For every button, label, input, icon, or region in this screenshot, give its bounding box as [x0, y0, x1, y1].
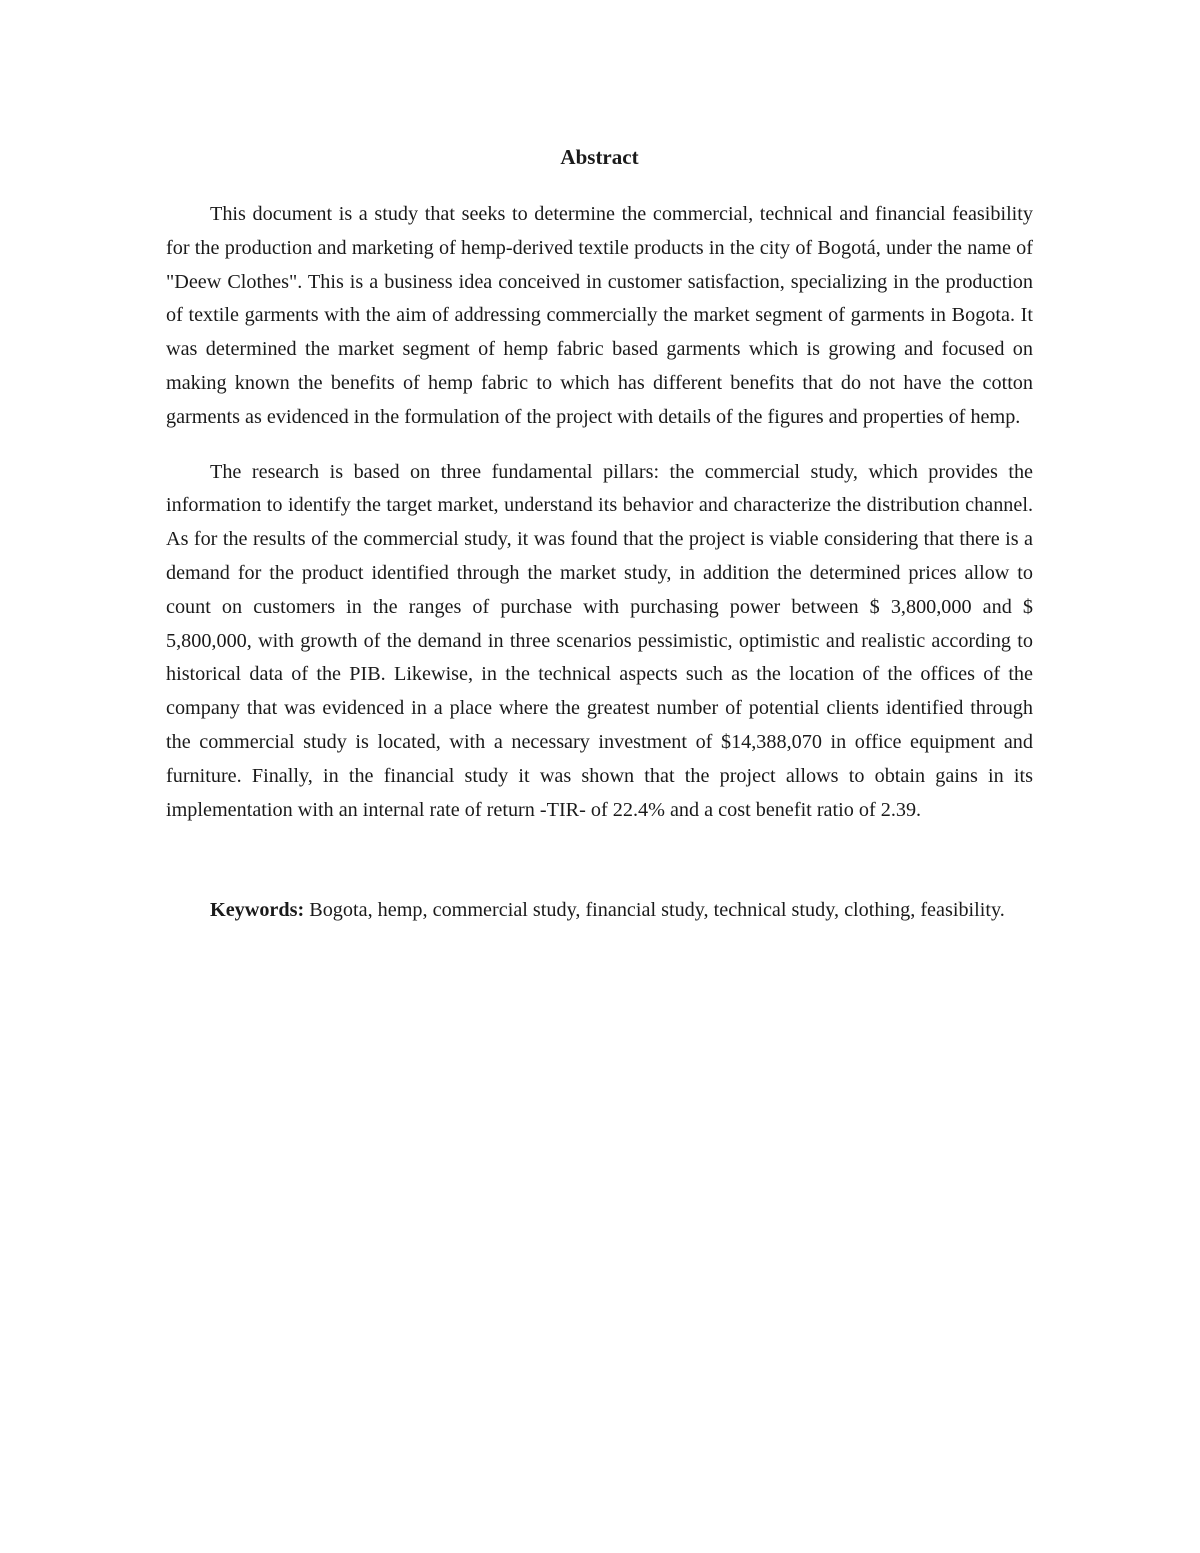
keywords-paragraph [166, 894, 1033, 928]
keywords-label: Keywords: [210, 899, 305, 922]
abstract-paragraph-2: The research is based on three fundamental pillars: the commercial study, which provides the information to identify the target market, understand its behavior and characterize the distribution channel. As for the results of the commercial study, it was found that the project is viable considering that there is a demand for the product identified through the market study, in addition the determined prices allow to count on customers in the ranges of purchase with purchasing power between $ 3,800,000 and $ 5,800,000, with growth of the demand in three scenarios pessimistic, optimistic and realistic according to historical data of the PIB. Likewise, in the technical aspects such as the location of the offices of the company that was evidenced in a place where the greatest number of potential clients identified through the commercial study is located, with a necessary investment of $14,388,070 in office equipment and furniture. Finally, in the financial study it was shown that the project allows to obtain gains in its implementation with an internal rate of return -TIR- of 22.4% and a cost benefit ratio of 2.39. [166, 460, 1033, 821]
abstract-paragraph-1: This document is a study that seeks to determine the commercial, technical and financial feasibility for the production and marketing of hemp-derived textile products in the city of Bogotá, under the name of "Deew Clothes". This is a business idea conceived in customer satisfaction, specializing in the production of textile garments with the aim of addressing commercially the market segment of garments in Bogota. It was determined the market segment of hemp fabric based garments which is growing and focused on making known the benefits of hemp fabric to which has different benefits that do not have the cotton garments as evidenced in the formulation of the project with details of the figures and properties of hemp. [166, 203, 1033, 428]
document-body [166, 138, 1033, 928]
abstract-heading: Abstract [560, 145, 639, 169]
keywords-list: Bogota, hemp, commercial study, financial study, technical study, clothing, feasibility. [304, 899, 1005, 922]
